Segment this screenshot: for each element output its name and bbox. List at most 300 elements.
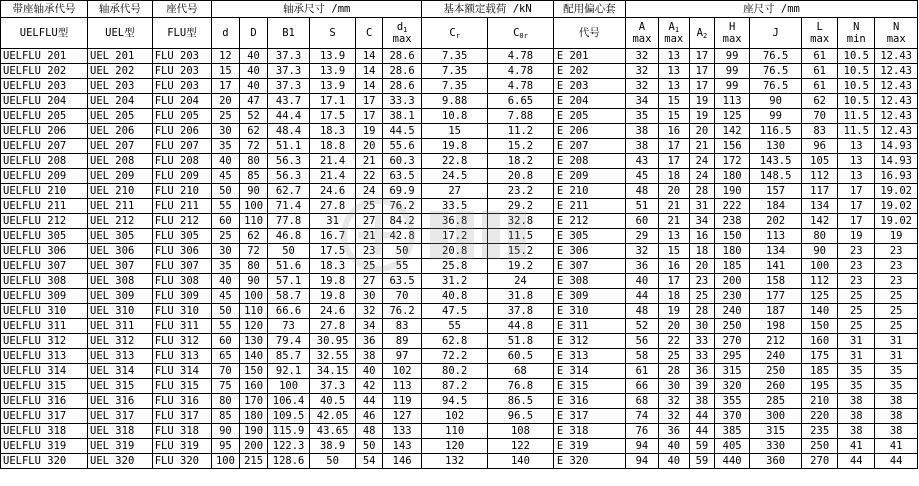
table-cell: 50 <box>268 244 309 259</box>
table-cell: 156 <box>715 139 750 154</box>
table-cell: 100 <box>239 199 268 214</box>
table-cell: 37.3 <box>268 79 309 94</box>
table-cell: 80 <box>212 394 240 409</box>
table-cell: 25 <box>212 109 240 124</box>
table-cell: 27 <box>356 274 383 289</box>
table-cell: 42 <box>356 379 383 394</box>
table-cell: 68 <box>488 364 554 379</box>
table-cell: 112 <box>802 274 838 289</box>
table-cell: 96.5 <box>488 409 554 424</box>
table-cell: 97 <box>382 349 421 364</box>
table-cell: 20 <box>356 139 383 154</box>
table-cell: 320 <box>715 379 750 394</box>
table-cell: 44 <box>838 454 875 469</box>
table-cell: 40 <box>658 439 689 454</box>
table-cell: 11.5 <box>838 124 875 139</box>
table-cell: E 313 <box>553 349 625 364</box>
col-bearing-type: UEL型 <box>88 18 153 49</box>
table-cell: 240 <box>715 304 750 319</box>
col-A2: $A_2$ <box>689 18 714 49</box>
table-cell: 146 <box>382 454 421 469</box>
table-cell: 30.95 <box>309 334 356 349</box>
table-cell: 61 <box>802 49 838 64</box>
table-cell: 65 <box>212 349 240 364</box>
table-cell: UELFLU 210 <box>1 184 88 199</box>
table-cell: 24 <box>689 154 714 169</box>
table-cell: 44.5 <box>382 124 421 139</box>
table-cell: 80 <box>239 154 268 169</box>
table-cell: 198 <box>750 319 802 334</box>
table-row <box>1 439 918 454</box>
table-cell: 58 <box>626 349 659 364</box>
table-cell: 52 <box>239 109 268 124</box>
table-cell: 63.5 <box>382 274 421 289</box>
table-cell: 61 <box>626 364 659 379</box>
table-row <box>1 169 918 184</box>
table-cell: 31 <box>838 349 875 364</box>
table-cell: 99 <box>750 109 802 124</box>
table-cell: 17 <box>689 49 714 64</box>
table-cell: 60.5 <box>488 349 554 364</box>
col-S: S <box>309 18 356 49</box>
table-cell: 90 <box>212 424 240 439</box>
table-cell: 19 <box>838 229 875 244</box>
table-cell: 28.6 <box>382 49 421 64</box>
table-cell: 38 <box>689 394 714 409</box>
table-cell: 108 <box>488 424 554 439</box>
table-cell: 157 <box>750 184 802 199</box>
table-cell: 19 <box>658 304 689 319</box>
table-cell: UEL 311 <box>88 319 153 334</box>
table-cell: 125 <box>802 289 838 304</box>
table-cell: 13 <box>658 64 689 79</box>
table-cell: 17.5 <box>309 109 356 124</box>
table-cell: 10.8 <box>422 109 488 124</box>
table-cell: UELFLU 318 <box>1 424 88 439</box>
table-cell: 180 <box>239 409 268 424</box>
table-cell: 83 <box>382 319 421 334</box>
table-row <box>1 259 918 274</box>
table-row <box>1 154 918 169</box>
table-cell: 99 <box>715 49 750 64</box>
table-cell: 76.8 <box>488 379 554 394</box>
table-cell: 55 <box>212 319 240 334</box>
table-cell: 180 <box>715 244 750 259</box>
table-cell: 100 <box>239 289 268 304</box>
col-D: D <box>239 18 268 49</box>
table-cell: 40 <box>239 49 268 64</box>
table-cell: 210 <box>802 394 838 409</box>
table-cell: 32.8 <box>488 214 554 229</box>
table-cell: E 306 <box>553 244 625 259</box>
table-cell: 40 <box>356 364 383 379</box>
table-cell: UELFLU 201 <box>1 49 88 64</box>
table-cell: 55 <box>382 259 421 274</box>
table-cell: 160 <box>239 379 268 394</box>
table-cell: 150 <box>715 229 750 244</box>
table-cell: 250 <box>715 319 750 334</box>
table-row <box>1 304 918 319</box>
table-cell: 20.8 <box>422 244 488 259</box>
table-cell: 24 <box>356 184 383 199</box>
table-cell: 17.5 <box>309 244 356 259</box>
table-cell: 14 <box>356 79 383 94</box>
table-cell: 14.93 <box>875 154 918 169</box>
table-cell: 32 <box>626 79 659 94</box>
table-cell: 56.3 <box>268 154 309 169</box>
table-cell: 96 <box>802 139 838 154</box>
table-cell: 200 <box>715 274 750 289</box>
table-cell: 10.5 <box>838 79 875 94</box>
table-cell: FLU 203 <box>152 64 211 79</box>
table-cell: 35 <box>875 364 918 379</box>
header-eccentric-collar: 配用偏心套 <box>553 1 625 18</box>
col-d1-qualifier: max <box>392 33 412 45</box>
table-cell: 16 <box>658 124 689 139</box>
table-cell: 195 <box>802 379 838 394</box>
table-cell: 15 <box>658 94 689 109</box>
table-cell: 41 <box>838 439 875 454</box>
table-cell: 20.8 <box>488 169 554 184</box>
table-cell: 30 <box>212 244 240 259</box>
table-cell: 13 <box>838 139 875 154</box>
table-cell: UELFLU 212 <box>1 214 88 229</box>
table-cell: 10.5 <box>838 94 875 109</box>
table-cell: 76.2 <box>382 304 421 319</box>
table-cell: 250 <box>750 364 802 379</box>
table-cell: E 211 <box>553 199 625 214</box>
table-cell: 62 <box>239 229 268 244</box>
table-cell: 34 <box>689 214 714 229</box>
table-cell: 12 <box>212 49 240 64</box>
table-cell: 25.8 <box>422 259 488 274</box>
table-cell: 36.8 <box>422 214 488 229</box>
table-cell: 32 <box>626 244 659 259</box>
table-cell: 44 <box>689 424 714 439</box>
table-cell: 32 <box>626 64 659 79</box>
table-cell: 25 <box>838 289 875 304</box>
table-cell: 70 <box>802 109 838 124</box>
table-cell: UELFLU 307 <box>1 259 88 274</box>
table-cell: 23 <box>875 244 918 259</box>
table-cell: 116.5 <box>750 124 802 139</box>
table-cell: 122 <box>488 439 554 454</box>
table-cell: 38 <box>838 424 875 439</box>
table-cell: 62 <box>802 94 838 109</box>
table-cell: 71.4 <box>268 199 309 214</box>
table-cell: 130 <box>239 334 268 349</box>
table-cell: 17 <box>356 94 383 109</box>
table-cell: 12.43 <box>875 94 918 109</box>
table-row <box>1 229 918 244</box>
table-cell: UELFLU 306 <box>1 244 88 259</box>
table-cell: 7.88 <box>488 109 554 124</box>
table-cell: 185 <box>715 259 750 274</box>
table-cell: 25 <box>658 349 689 364</box>
table-cell: 19.2 <box>488 259 554 274</box>
table-cell: 36 <box>689 364 714 379</box>
table-cell: 38 <box>875 394 918 409</box>
col-N-min: N min <box>838 18 875 49</box>
table-cell: FLU 211 <box>152 199 211 214</box>
table-cell: UEL 203 <box>88 79 153 94</box>
table-row <box>1 214 918 229</box>
table-row <box>1 364 918 379</box>
table-cell: 13 <box>658 79 689 94</box>
table-cell: 13 <box>658 49 689 64</box>
table-cell: 42.8 <box>382 229 421 244</box>
table-cell: 21.4 <box>309 154 356 169</box>
table-cell: FLU 308 <box>152 274 211 289</box>
table-cell: 19 <box>689 109 714 124</box>
table-cell: 115.9 <box>268 424 309 439</box>
table-cell: 190 <box>239 424 268 439</box>
table-cell: E 318 <box>553 424 625 439</box>
table-cell: 132 <box>422 454 488 469</box>
table-cell: FLU 310 <box>152 304 211 319</box>
table-cell: 34 <box>626 94 659 109</box>
table-cell: 37.3 <box>268 64 309 79</box>
table-cell: 110 <box>239 304 268 319</box>
table-cell: 33 <box>689 334 714 349</box>
table-cell: FLU 208 <box>152 154 211 169</box>
table-cell: E 314 <box>553 364 625 379</box>
table-cell: 23.2 <box>488 184 554 199</box>
table-row <box>1 109 918 124</box>
col-H-max: H max <box>715 18 750 49</box>
table-cell: 51.1 <box>268 139 309 154</box>
table-cell: 11.5 <box>838 109 875 124</box>
table-cell: 10.5 <box>838 49 875 64</box>
table-row <box>1 124 918 139</box>
table-cell: 44 <box>689 409 714 424</box>
table-cell: 11.5 <box>488 229 554 244</box>
table-cell: 59 <box>689 454 714 469</box>
table-cell: E 209 <box>553 169 625 184</box>
table-cell: 25 <box>838 319 875 334</box>
table-cell: 79.4 <box>268 334 309 349</box>
table-cell: 58.7 <box>268 289 309 304</box>
table-cell: 24.5 <box>422 169 488 184</box>
table-cell: 17 <box>838 214 875 229</box>
table-cell: 51.8 <box>488 334 554 349</box>
table-cell: 16.93 <box>875 169 918 184</box>
table-cell: UELFLU 316 <box>1 394 88 409</box>
table-cell: 28 <box>689 304 714 319</box>
table-cell: 142 <box>802 214 838 229</box>
table-cell: 140 <box>239 349 268 364</box>
table-cell: 113 <box>715 94 750 109</box>
table-row <box>1 379 918 394</box>
table-cell: 56.3 <box>268 169 309 184</box>
table-cell: 40 <box>626 274 659 289</box>
table-cell: 44 <box>875 454 918 469</box>
table-cell: 250 <box>802 439 838 454</box>
table-row <box>1 244 918 259</box>
table-cell: 35 <box>212 259 240 274</box>
header-bearing-code: 轴承代号 <box>88 1 153 18</box>
table-cell: E 206 <box>553 124 625 139</box>
table-cell: 30 <box>212 124 240 139</box>
table-cell: 30 <box>356 289 383 304</box>
table-cell: FLU 209 <box>152 169 211 184</box>
table-cell: 30 <box>689 319 714 334</box>
col-collar-code: 代号 <box>553 18 625 49</box>
table-cell: 37.8 <box>488 304 554 319</box>
table-cell: 120 <box>239 319 268 334</box>
table-cell: 20 <box>689 124 714 139</box>
table-cell: 85 <box>212 409 240 424</box>
table-cell: 17 <box>838 184 875 199</box>
table-cell: UEL 317 <box>88 409 153 424</box>
table-cell: FLU 311 <box>152 319 211 334</box>
table-cell: 50 <box>212 184 240 199</box>
table-cell: 25 <box>689 289 714 304</box>
table-cell: 143 <box>382 439 421 454</box>
table-cell: 70 <box>382 289 421 304</box>
table-cell: 72 <box>239 139 268 154</box>
table-cell: 22 <box>356 169 383 184</box>
table-cell: 48 <box>356 424 383 439</box>
table-cell: UELFLU 314 <box>1 364 88 379</box>
table-cell: FLU 316 <box>152 394 211 409</box>
table-cell: UELFLU 308 <box>1 274 88 289</box>
col-J: J <box>750 18 802 49</box>
table-cell: 27 <box>422 184 488 199</box>
table-cell: 72 <box>239 244 268 259</box>
table-cell: 100 <box>212 454 240 469</box>
table-cell: 50 <box>309 454 356 469</box>
table-cell: UEL 212 <box>88 214 153 229</box>
table-cell: 62.7 <box>268 184 309 199</box>
table-cell: UEL 207 <box>88 139 153 154</box>
table-cell: 84.2 <box>382 214 421 229</box>
col-C0r: $C_{0r}$ <box>488 18 554 49</box>
table-cell: 38 <box>875 409 918 424</box>
table-cell: 238 <box>715 214 750 229</box>
table-cell: 148.5 <box>750 169 802 184</box>
table-cell: 260 <box>750 379 802 394</box>
table-cell: 33.3 <box>382 94 421 109</box>
table-cell: 55.6 <box>382 139 421 154</box>
table-cell: 29 <box>626 229 659 244</box>
table-cell: E 317 <box>553 409 625 424</box>
table-cell: E 309 <box>553 289 625 304</box>
table-cell: 102 <box>422 409 488 424</box>
table-cell: 85.7 <box>268 349 309 364</box>
table-cell: UELFLU 320 <box>1 454 88 469</box>
table-cell: 12.43 <box>875 79 918 94</box>
table-cell: FLU 212 <box>152 214 211 229</box>
table-cell: UELFLU 207 <box>1 139 88 154</box>
table-cell: UEL 305 <box>88 229 153 244</box>
table-cell: 31.2 <box>422 274 488 289</box>
table-cell: E 308 <box>553 274 625 289</box>
table-cell: 187 <box>750 304 802 319</box>
table-cell: 315 <box>715 364 750 379</box>
header-group-row <box>1 1 918 18</box>
table-cell: 36 <box>356 334 383 349</box>
table-cell: UEL 210 <box>88 184 153 199</box>
table-cell: 21 <box>356 229 383 244</box>
table-cell: 128.6 <box>268 454 309 469</box>
table-cell: 46.8 <box>268 229 309 244</box>
table-cell: 100 <box>268 379 309 394</box>
table-cell: 40 <box>212 274 240 289</box>
table-cell: 20 <box>658 319 689 334</box>
table-cell: 172 <box>715 154 750 169</box>
table-cell: 50 <box>382 244 421 259</box>
table-cell: 33 <box>689 349 714 364</box>
table-cell: 11.2 <box>488 124 554 139</box>
table-cell: 202 <box>750 214 802 229</box>
table-cell: 40 <box>239 64 268 79</box>
col-A-max: A max <box>626 18 659 49</box>
table-cell: 22.8 <box>422 154 488 169</box>
table-cell: 51.6 <box>268 259 309 274</box>
table-cell: 38 <box>838 394 875 409</box>
table-cell: E 305 <box>553 229 625 244</box>
table-cell: 38.1 <box>382 109 421 124</box>
table-cell: 21 <box>658 214 689 229</box>
table-cell: 28 <box>658 364 689 379</box>
table-cell: 117 <box>802 184 838 199</box>
table-cell: 17 <box>689 79 714 94</box>
table-cell: 61 <box>802 79 838 94</box>
table-cell: E 307 <box>553 259 625 274</box>
table-cell: 19.8 <box>309 289 356 304</box>
table-cell: 20 <box>658 184 689 199</box>
table-cell: UELFLU 305 <box>1 229 88 244</box>
table-cell: UELFLU 208 <box>1 154 88 169</box>
table-cell: 120 <box>422 439 488 454</box>
table-cell: 23 <box>689 274 714 289</box>
table-cell: UELFLU 310 <box>1 304 88 319</box>
table-cell: FLU 309 <box>152 289 211 304</box>
table-row <box>1 139 918 154</box>
table-cell: 119 <box>382 394 421 409</box>
table-cell: 4.78 <box>488 79 554 94</box>
table-cell: 17 <box>356 109 383 124</box>
table-cell: 34.15 <box>309 364 356 379</box>
table-row <box>1 424 918 439</box>
table-cell: 73 <box>268 319 309 334</box>
table-cell: 177 <box>750 289 802 304</box>
table-cell: 50 <box>356 439 383 454</box>
table-cell: 66.6 <box>268 304 309 319</box>
table-cell: 40 <box>212 154 240 169</box>
table-cell: 110 <box>239 214 268 229</box>
table-cell: 17 <box>689 64 714 79</box>
table-cell: UEL 202 <box>88 64 153 79</box>
table-cell: UEL 206 <box>88 124 153 139</box>
table-cell: 23 <box>356 244 383 259</box>
table-cell: UELFLU 205 <box>1 109 88 124</box>
table-cell: 16 <box>658 259 689 274</box>
table-cell: 80.2 <box>422 364 488 379</box>
table-cell: FLU 203 <box>152 49 211 64</box>
table-cell: 47 <box>239 94 268 109</box>
table-cell: UELFLU 211 <box>1 199 88 214</box>
table-cell: FLU 319 <box>152 439 211 454</box>
table-cell: 80 <box>239 259 268 274</box>
table-cell: 18 <box>658 169 689 184</box>
table-cell: 270 <box>802 454 838 469</box>
table-cell: 31 <box>875 349 918 364</box>
table-cell: UEL 314 <box>88 364 153 379</box>
table-cell: 10.5 <box>838 64 875 79</box>
table-row <box>1 64 918 79</box>
